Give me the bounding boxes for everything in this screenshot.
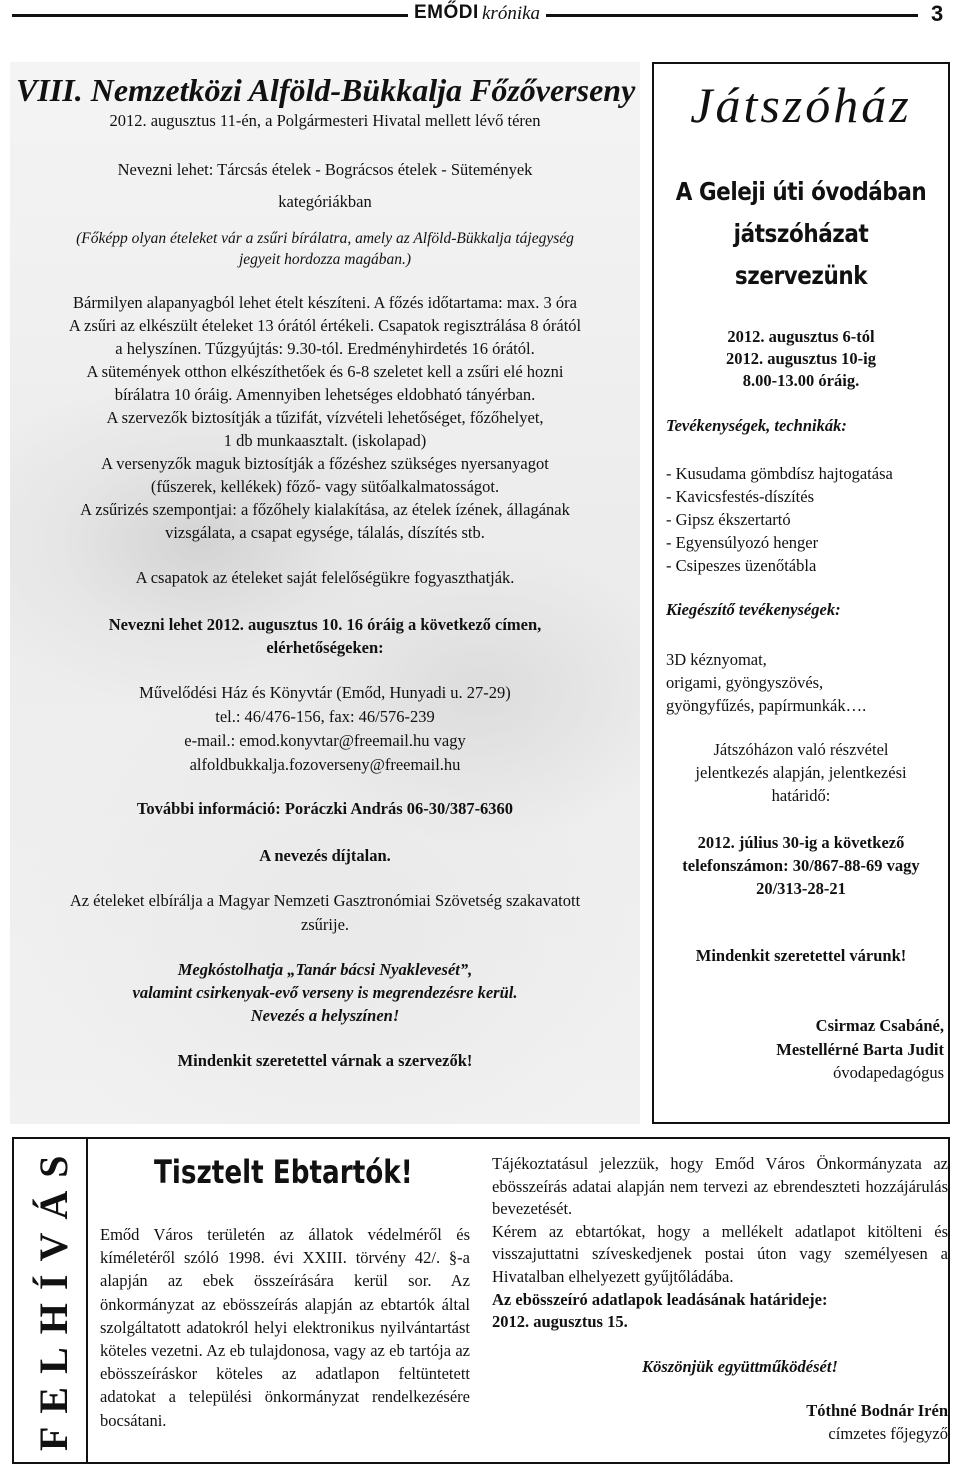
cooking-contest-article (10, 62, 640, 1124)
signature-name: Mestellérné Barta Judit (776, 1040, 944, 1059)
rule-line: vizsgálata, a csapat egysége, tálalás, díszítés stb. (165, 523, 485, 542)
notice-deadline: Az ebösszeíró adatlapok leadásának határideje: (492, 1289, 828, 1309)
notice-body-right (492, 1153, 948, 1446)
contact-line: tel.: 46/476-156, fax: 46/576-239 (215, 707, 435, 726)
article-title: VIII. Nemzetközi Alföld-Bükkalja Főzőverseny (16, 72, 636, 108)
signup-line: jelentkezés alapján, jelentkezési (695, 763, 907, 782)
deadline-line-1: Nevezni lehet 2012. augusztus 10. 16 óráig a következő címen, (108, 615, 542, 634)
playhouse-date: 2012. augusztus 10-ig (726, 349, 876, 368)
notice-paragraph: Tájékoztatásul jelezzük, hogy Emőd Város Önkormányzata az ebösszeírás adatai alapján nem tervezi az ebrendeszteti hozzájárulás bevezetését. (492, 1154, 948, 1219)
notice-signer-title: címzetes főjegyző (828, 1423, 948, 1443)
playhouse-sidebar (652, 62, 950, 1124)
activity-item: - Kavicsfestés-díszítés (666, 487, 814, 506)
signup-line: Játszóházon való részvétel (713, 740, 889, 759)
notice-body-left: Emőd Város területén az állatok védelméről és kíméletéről szóló 1998. évi XXIII. törvény 42/. §-a alapján az ebek összeírására kerül sor. Az önkormányzat az ebösszeírás alapján az ebtartók által szolgáltatott adatokról helyi elektronikus nyilvántartást köteles vezetni. Az eb tulajdonosa, vagy az eb tartója az ebösszeíráskor köteles az adatlapon feltüntetett adatokat a települési önkormányzat rendelkezésére bocsátani. (100, 1225, 470, 1430)
header-rule-right (546, 14, 918, 17)
contact-email[interactable]: e-mail.: emod.konyvtar@freemail.hu vagy (184, 731, 466, 750)
signup-deadline: telefonszámon: 30/867-88-69 vagy (682, 856, 920, 875)
signup-deadline: 2012. július 30-ig a következő (697, 833, 905, 852)
categories-suffix: kategóriákban (278, 192, 372, 211)
signature-name: Csirmaz Csabáné, (815, 1016, 944, 1035)
rule-line: A zsűri az elkészült ételeket 13 órától értékeli. Csapatok regisztrálása 8 órától (68, 316, 582, 335)
categories-line: Nevezni lehet: Tárcsás ételek - Bográcsos ételek - Sütemények (117, 160, 533, 179)
extra-item: 3D kéznyomat, (666, 650, 767, 669)
dog-census-notice (12, 1137, 950, 1464)
activity-item: - Gipsz ékszertartó (666, 510, 791, 529)
article-subtitle: 2012. augusztus 11-én, a Polgármesteri Hivatal mellett lévő téren (109, 111, 541, 130)
tasting-line: valamint csirkenyak-evő verseny is megrendezésre kerül. (132, 983, 518, 1002)
header-brand: EMŐDI (414, 2, 479, 23)
extra-label: Kiegészítő tevékenységek: (666, 600, 841, 619)
playhouse-headline: A Geleji úti óvodában (675, 177, 927, 206)
header-section: krónika (482, 3, 541, 24)
rule-line: A zsűrizés szempontjai: a főzőhely kialakítása, az ételek ízének, állagának (80, 500, 570, 519)
playhouse-title: Játszóház (690, 77, 912, 133)
extra-item: origami, gyöngyszövés, (666, 673, 824, 692)
page-number: 3 (931, 1, 944, 26)
notice-signer: Tóthné Bodnár Irén (806, 1401, 948, 1421)
rule-line: A szervezők biztosítják a tűzifát, vízvételi lehetőséget, főzőhelyet, (106, 408, 544, 427)
signup-deadline: 20/313-28-21 (756, 879, 846, 898)
rule-line: A sütemények otthon elkészíthetőek és 6-8 szeletet kell a zsűri elé hozni (86, 362, 564, 381)
playhouse-headline: játszóházat (733, 219, 869, 248)
contact-email[interactable]: alfoldbukkalja.fozoverseny@freemail.hu (189, 755, 461, 774)
notice-title: Tisztelt Ebtartók! (154, 1153, 413, 1191)
activity-item: - Csipeszes üzenőtábla (666, 556, 817, 575)
rule-line: bírálatra 10 óráig. Amennyiben lehetséges eldobható tányérban. (114, 385, 536, 404)
tasting-line: Megkóstolhatja „Tanár bácsi Nyaklevesét”, (177, 960, 473, 979)
note-line-1: (Főképp olyan ételeket vár a zsűri bírálatra, amely az Alföld-Bükkalja tájegység (76, 230, 574, 247)
more-info: További információ: Poráczki András 06-30/387-6360 (136, 799, 514, 818)
signup-line: határidő: (771, 786, 831, 805)
playhouse-date: 2012. augusztus 6-tól (727, 327, 875, 346)
notice-deadline-date: 2012. augusztus 15. (492, 1312, 628, 1332)
deadline-line-2: elérhetőségeken: (266, 638, 384, 657)
judged-line-2: zsűrije. (300, 915, 350, 934)
header-rule-left (12, 14, 408, 17)
rule-line: (fűszerek, kellékek) főző- vagy sütőalkalmatosságot. (150, 477, 500, 496)
rule-line: A versenyzők maguk biztosítják a főzéshez szükséges nyersanyagot (101, 454, 549, 473)
notice-paragraph: Kérem az ebtartókat, hogy a mellékelt adatlapot kitölteni és visszajuttatni szíveskedjenek postai úton vagy személyesen a Hivatalban elhelyezett gyűjtőládába. (492, 1221, 948, 1286)
activity-item: - Egyensúlyozó henger (666, 533, 819, 552)
note-line-2: jegyeit hordozza magában.) (238, 251, 412, 268)
rule-line: a helyszínen. Tűzgyújtás: 9.30-tól. Eredményhirdetés 16 órától. (115, 339, 535, 358)
notice-thanks: Köszönjük együttműködését! (642, 1356, 838, 1376)
playhouse-date: 8.00-13.00 óráig. (742, 371, 860, 390)
playhouse-headline: szervezünk (734, 261, 868, 290)
sidebar-welcome: Mindenkit szeretettel várunk! (695, 946, 907, 965)
tasting-line: Nevezés a helyszínen! (250, 1006, 400, 1025)
contact-line: Művelődési Ház és Könyvtár (Emőd, Hunyadi u. 27-29) (139, 683, 511, 702)
free-entry: A nevezés díjtalan. (259, 846, 391, 865)
notice-side-label: FELHÍVÁS (31, 1142, 76, 1451)
notice-side-bar (14, 1139, 88, 1462)
rule-line: 1 db munkaasztalt. (iskolapad) (223, 431, 427, 450)
signature-role: óvodapedagógus (833, 1063, 944, 1082)
consume-note: A csapatok az ételeket saját felelőségükre fogyaszthatják. (135, 568, 515, 587)
activity-item: - Kusudama gömbdísz hajtogatása (666, 464, 893, 483)
judged-line-1: Az ételeket elbírálja a Magyar Nemzeti Gasztronómiai Szövetség szakavatott (69, 891, 581, 910)
extra-item: gyöngyfűzés, papírmunkák…. (666, 696, 867, 715)
activities-label: Tevékenységek, technikák: (666, 416, 847, 435)
rule-line: Bármilyen alapanyagból lehet ételt készíteni. A főzés időtartama: max. 3 óra (73, 293, 577, 312)
article-welcome: Mindenkit szeretettel várnak a szervezők! (177, 1051, 473, 1070)
